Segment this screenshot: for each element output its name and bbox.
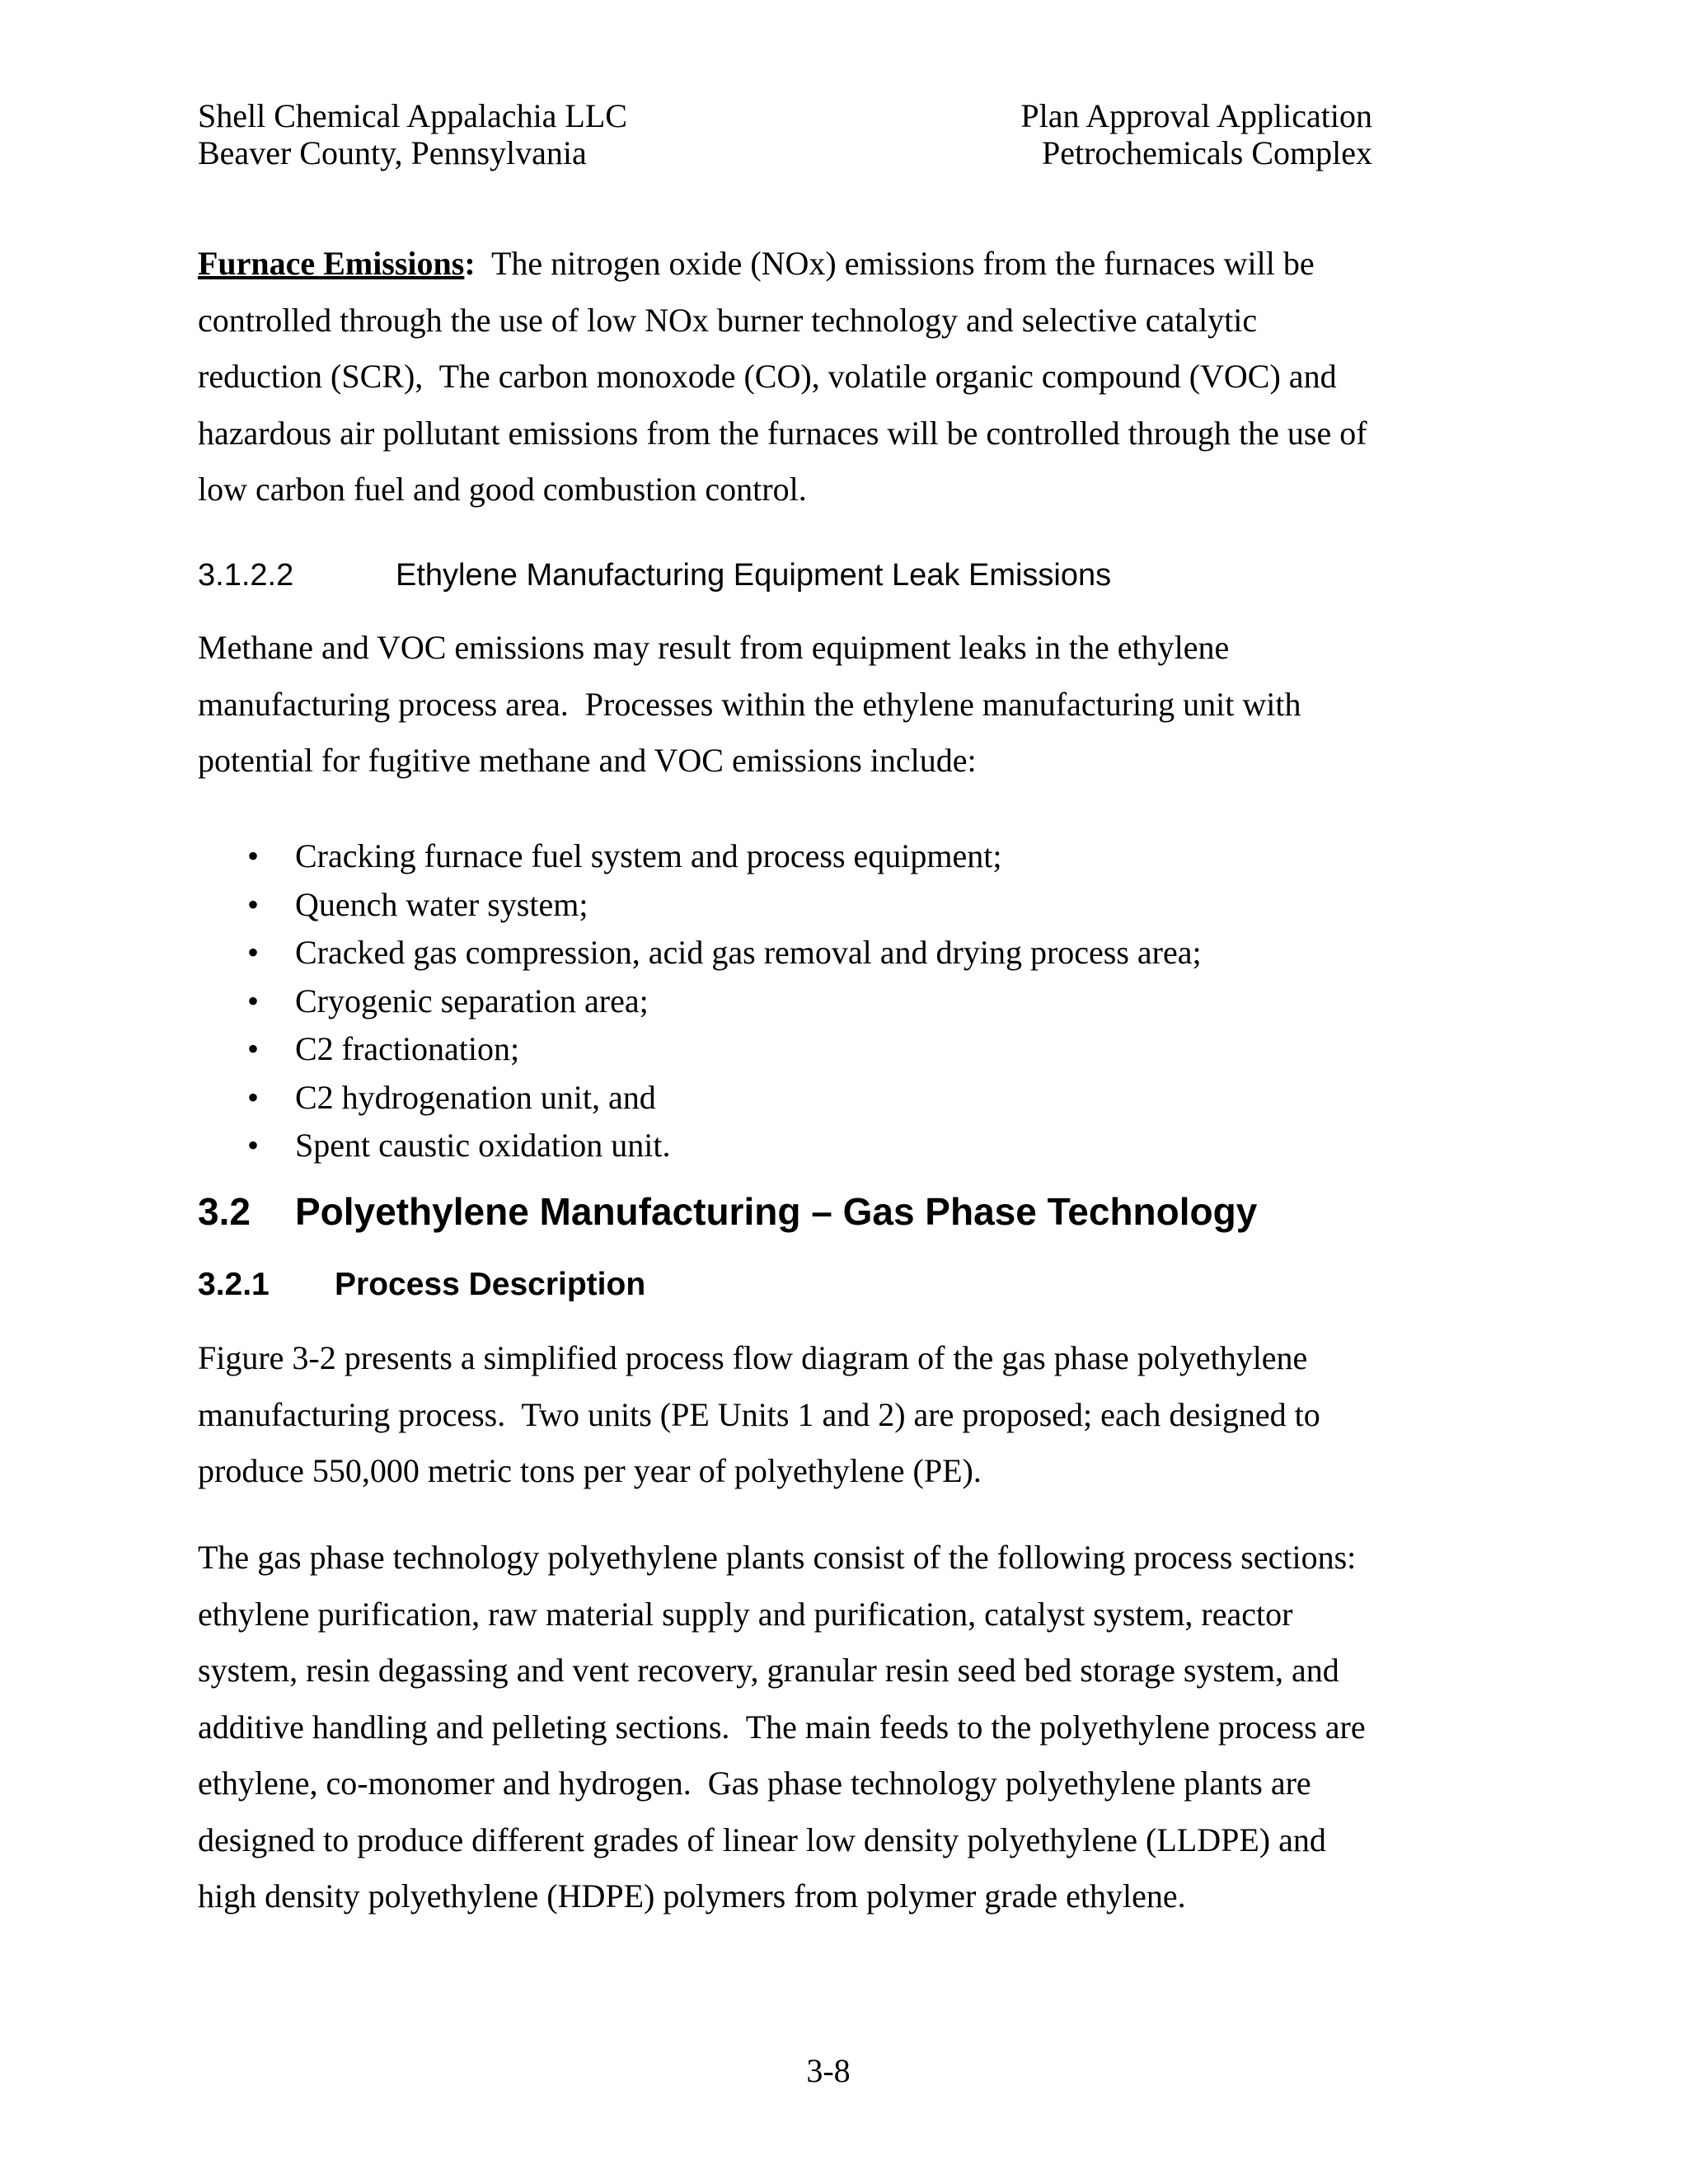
- bullet-icon: •: [247, 982, 260, 1019]
- section-number: 3.2: [198, 1190, 251, 1233]
- list-item: [198, 1074, 1202, 1122]
- list-item: [198, 977, 1202, 1026]
- section-number: 3.1.2.2: [198, 558, 294, 593]
- section-3122-heading: [198, 557, 1111, 593]
- header-project: Petrochemicals Complex: [1041, 134, 1372, 171]
- paragraph-line: designed to produce different grades of linear low density polyethylene (LLDPE) and: [198, 1821, 1326, 1858]
- paragraph-line: hazardous air pollutant emissions from the furnaces will be controlled through the use of: [198, 414, 1367, 452]
- paragraph-line: Figure 3-2 presents a simplified process flow diagram of the gas phase polyethylene: [198, 1339, 1308, 1376]
- paragraph-line: Methane and VOC emissions may result from equipment leaks in the ethylene: [198, 629, 1230, 666]
- section-title: Process Description: [335, 1267, 646, 1302]
- process-description-paragraph-2: [198, 1530, 1385, 1925]
- list-item-text: Quench water system;: [295, 885, 588, 923]
- header-right: [1020, 97, 1372, 171]
- section-number: 3.2.1: [198, 1267, 270, 1302]
- furnace-emissions-lead: Furnace Emissions: [198, 245, 465, 282]
- paragraph-line: additive handling and pelleting sections. The main feeds to the polyethylene process are: [198, 1708, 1366, 1746]
- section-title: Polyethylene Manufacturing – Gas Phase Technology: [295, 1190, 1258, 1233]
- bullet-icon: •: [247, 885, 260, 923]
- paragraph-line: reduction (SCR), The carbon monoxode (CO), volatile organic compound (VOC) and: [198, 358, 1337, 395]
- header-company: Shell Chemical Appalachia LLC: [198, 97, 627, 134]
- equipment-leak-paragraph: [198, 620, 1385, 790]
- list-item: [198, 832, 1202, 881]
- paragraph-line: system, resin degassing and vent recovery, granular resin seed bed storage system, and: [198, 1652, 1339, 1689]
- bullet-icon: •: [247, 1127, 260, 1164]
- list-item: [198, 881, 1202, 930]
- section-32-heading: [198, 1190, 1257, 1233]
- list-item-text: Cryogenic separation area;: [295, 982, 649, 1019]
- lead-colon: :: [464, 245, 476, 282]
- paragraph-line: ethylene purification, raw material supply and purification, catalyst system, reactor: [198, 1595, 1293, 1633]
- list-item-text: Spent caustic oxidation unit.: [295, 1127, 671, 1164]
- section-title: Ethylene Manufacturing Equipment Leak Emissions: [396, 558, 1112, 593]
- bullet-icon: •: [247, 1030, 260, 1067]
- list-item-text: Cracked gas compression, acid gas removal and drying process area;: [295, 934, 1202, 971]
- paragraph-line: high density polyethylene (HDPE) polymers from polymer grade ethylene.: [198, 1877, 1186, 1915]
- list-item: [198, 1122, 1202, 1170]
- list-item-text: Cracking furnace fuel system and process equipment;: [295, 837, 1002, 874]
- header-location: Beaver County, Pennsylvania: [198, 134, 587, 171]
- paragraph-line: manufacturing process. Two units (PE Units 1 and 2) are proposed; each designed to: [198, 1395, 1320, 1433]
- section-321-heading: [198, 1266, 645, 1304]
- list-item: [198, 1025, 1202, 1074]
- paragraph-line: manufacturing process area. Processes within the ethylene manufacturing unit with: [198, 685, 1301, 723]
- paragraph-line: potential for fugitive methane and VOC emissions include:: [198, 742, 977, 779]
- list-item-text: C2 hydrogenation unit, and: [295, 1078, 656, 1116]
- bullet-icon: •: [247, 1078, 260, 1116]
- list-item: [198, 929, 1202, 977]
- bullet-icon: •: [247, 837, 260, 874]
- page-number: 3-8: [806, 2052, 851, 2089]
- process-description-paragraph-1: [198, 1330, 1385, 1500]
- process-bullet-list: [198, 832, 1202, 1170]
- paragraph-line: controlled through the use of low NOx burner technology and selective catalytic: [198, 301, 1258, 339]
- list-item-text: C2 fractionation;: [295, 1030, 520, 1067]
- header-doc-title: Plan Approval Application: [1020, 97, 1372, 134]
- paragraph-line: produce 550,000 metric tons per year of polyethylene (PE).: [198, 1452, 982, 1489]
- header-left: [198, 97, 627, 171]
- paragraph-text: The nitrogen oxide (NOx) emissions from the furnaces will be: [475, 245, 1315, 282]
- paragraph-line: [198, 236, 1385, 293]
- bullet-icon: •: [247, 934, 260, 971]
- furnace-emissions-paragraph: [198, 236, 1385, 518]
- paragraph-line: low carbon fuel and good combustion control.: [198, 471, 807, 508]
- paragraph-line: ethylene, co-monomer and hydrogen. Gas phase technology polyethylene plants are: [198, 1765, 1311, 1802]
- paragraph-line: The gas phase technology polyethylene plants consist of the following process sections:: [198, 1539, 1357, 1576]
